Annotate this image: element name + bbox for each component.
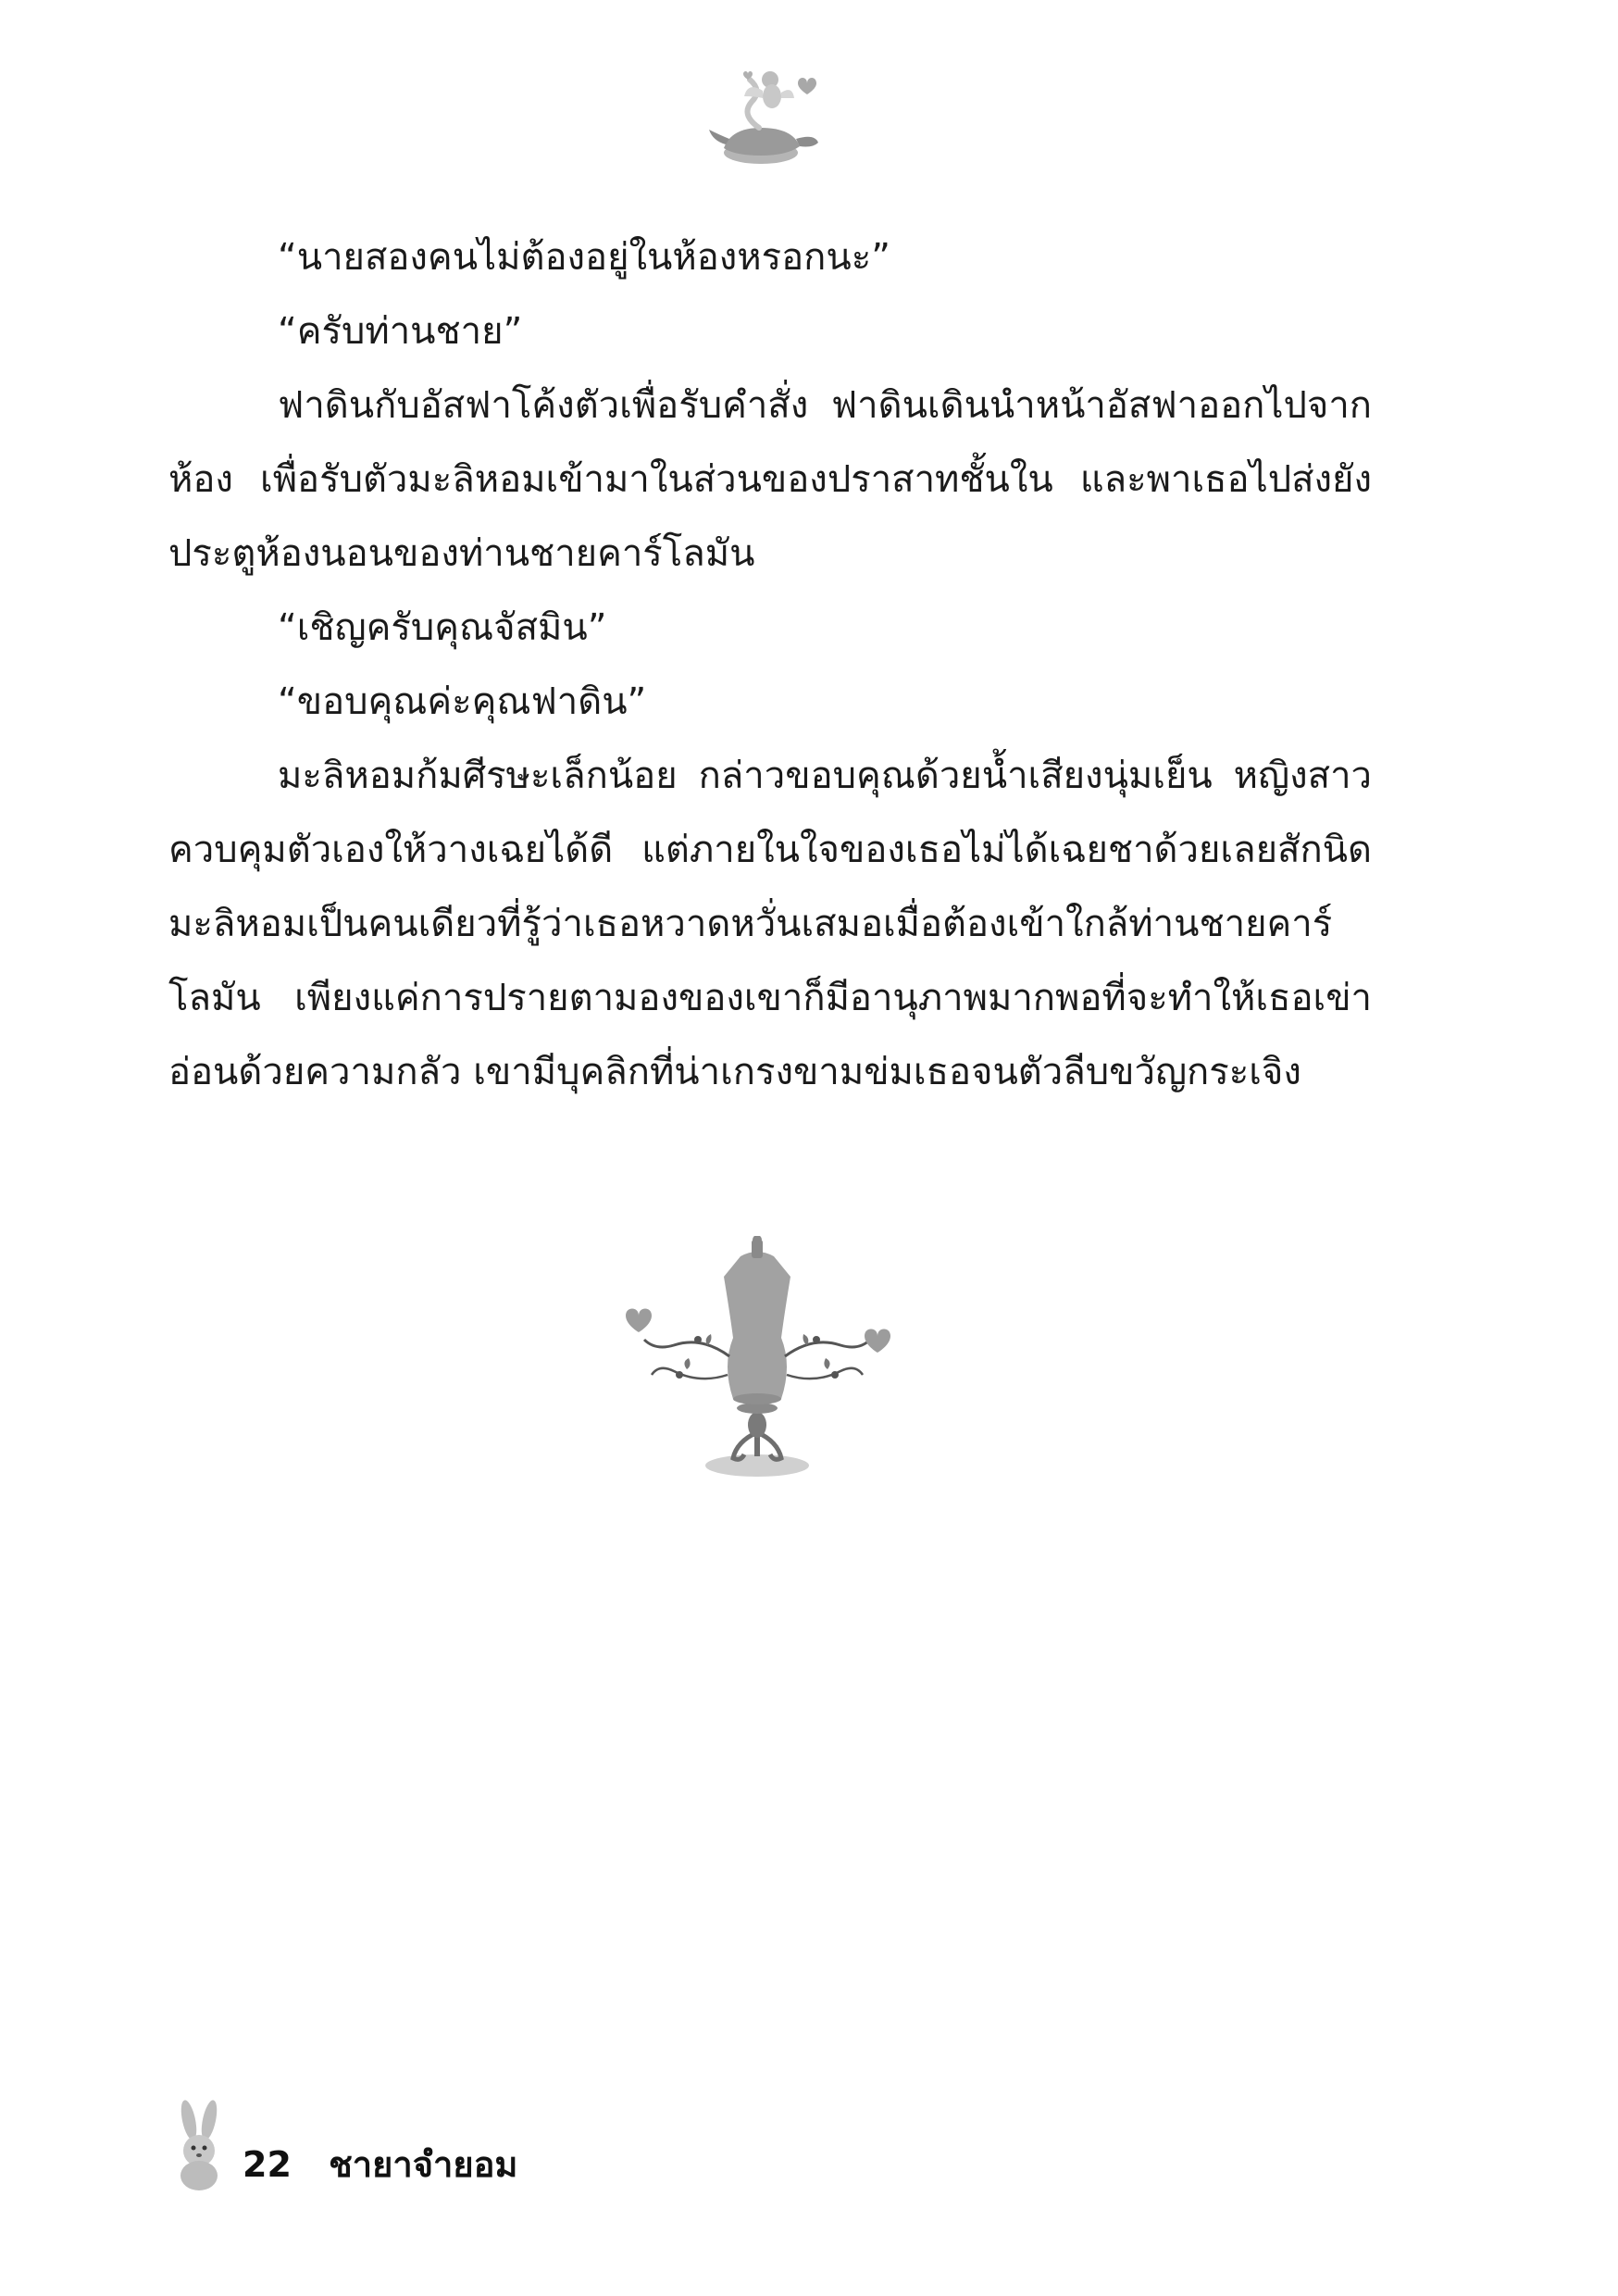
book-title: ชายาจำยอม [329, 2144, 518, 2185]
dialogue-line: “นายสองคนไม่ต้องอยู่ในห้องหรอกนะ” [278, 236, 890, 279]
narrative-paragraph: ฟาดินกับอัสฟาโค้งตัวเพื่อรับคำสั่ง ฟาดินเดินนำหน้าอัสฟาออกไปจากห้อง เพื่อรับตัวมะลิหอมเข้ามาในส่วนของปราสาทชั้นใน และพาเธอไปส่งยังประตูห้องนอนของท่านชายคาร์โลมัน [168, 384, 1372, 575]
dialogue-line: “เชิญครับคุณจัสมิน” [278, 606, 607, 649]
cupid-teapot-icon [703, 56, 824, 171]
narrative-paragraph: มะลิหอมก้มศีรษะเล็กน้อย กล่าวขอบคุณด้วยน้ำเสียงนุ่มเย็น หญิงสาวควบคุมตัวเองให้วางเฉยได้ดี แต่ภายในใจของเธอไม่ได้เฉยชาด้วยเลยสักนิด มะลิหอมเป็นคนเดียวที่รู้ว่าเธอหวาดหวั่นเสมอเมื่อต้องเข้าใกล้ท่านชายคาร์โลมัน เพียงแค่การปรายตามองของเขาก็มีอานุภาพมากพอที่จะทำให้เธอเข่าอ่อนด้วยความกลัว เขามีบุคลิกที่น่าเกรงขามข่มเธอจนตัวลีบขวัญกระเจิง [168, 755, 1372, 1093]
dialogue-line: “ขอบคุณค่ะคุณฟาดิน” [278, 680, 647, 723]
dialogue-line: “ครับท่านชาย” [278, 310, 523, 353]
rabbit-icon [167, 2100, 231, 2192]
mannequin-vine-icon [618, 1236, 898, 1481]
story-text [168, 220, 1372, 1109]
page-footer [167, 2100, 722, 2192]
page-number: 22 [243, 2144, 292, 2185]
